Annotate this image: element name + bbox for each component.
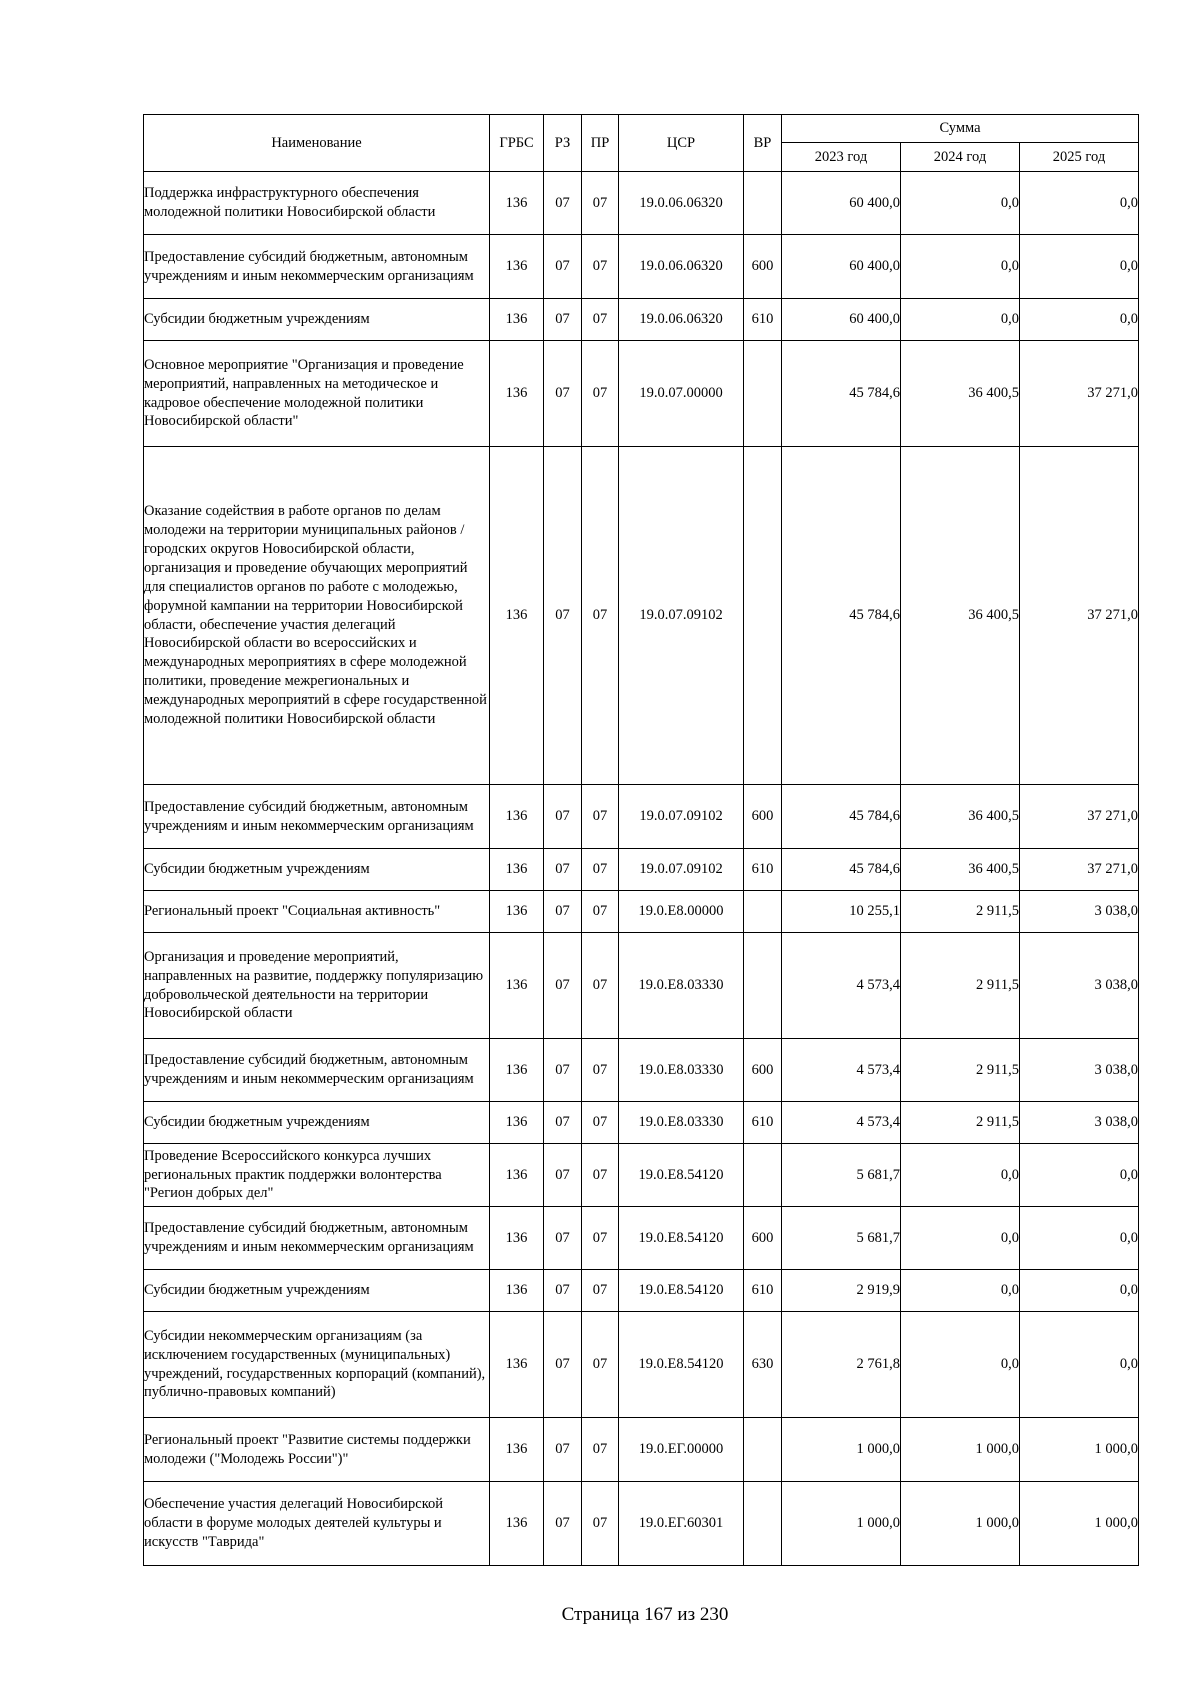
cell-vr xyxy=(744,891,782,933)
cell-rz: 07 xyxy=(544,933,582,1039)
table-row xyxy=(144,1144,1139,1207)
cell-grbs: 136 xyxy=(490,235,544,299)
cell-pr: 07 xyxy=(582,891,619,933)
table-row xyxy=(144,1102,1139,1144)
cell-vr: 610 xyxy=(744,299,782,341)
cell-csr: 19.0.E8.03330 xyxy=(619,933,744,1039)
table-header xyxy=(144,115,1139,172)
cell-rz: 07 xyxy=(544,1039,582,1102)
cell-vr: 610 xyxy=(744,1102,782,1144)
cell-grbs: 136 xyxy=(490,1144,544,1207)
cell-2024: 2 911,5 xyxy=(901,1102,1020,1144)
cell-grbs: 136 xyxy=(490,172,544,235)
table-row xyxy=(144,1418,1139,1482)
cell-grbs: 136 xyxy=(490,849,544,891)
cell-2023: 2 919,9 xyxy=(782,1270,901,1312)
cell-2023: 4 573,4 xyxy=(782,1039,901,1102)
cell-2023: 45 784,6 xyxy=(782,447,901,785)
cell-pr: 07 xyxy=(582,933,619,1039)
cell-vr: 600 xyxy=(744,1207,782,1270)
cell-2023: 60 400,0 xyxy=(782,235,901,299)
cell-2024: 0,0 xyxy=(901,1207,1020,1270)
cell-2023: 60 400,0 xyxy=(782,172,901,235)
cell-grbs: 136 xyxy=(490,1418,544,1482)
cell-2023: 45 784,6 xyxy=(782,785,901,849)
cell-grbs: 136 xyxy=(490,341,544,447)
cell-name: Поддержка инфраструктурного обеспечения молодежной политики Новосибирской области xyxy=(144,172,490,235)
cell-pr: 07 xyxy=(582,447,619,785)
cell-name: Субсидии бюджетным учреждениям xyxy=(144,849,490,891)
cell-2025: 0,0 xyxy=(1020,1270,1139,1312)
cell-2023: 60 400,0 xyxy=(782,299,901,341)
cell-2025: 37 271,0 xyxy=(1020,341,1139,447)
table-row xyxy=(144,172,1139,235)
cell-2025: 0,0 xyxy=(1020,1144,1139,1207)
cell-rz: 07 xyxy=(544,172,582,235)
cell-name: Региональный проект "Социальная активность" xyxy=(144,891,490,933)
cell-name: Предоставление субсидий бюджетным, автономным учреждениям и иным некоммерческим организациям xyxy=(144,1207,490,1270)
cell-rz: 07 xyxy=(544,341,582,447)
cell-2024: 36 400,5 xyxy=(901,849,1020,891)
cell-2024: 36 400,5 xyxy=(901,785,1020,849)
cell-2024: 36 400,5 xyxy=(901,341,1020,447)
cell-pr: 07 xyxy=(582,1144,619,1207)
header-name: Наименование xyxy=(144,115,490,172)
cell-vr: 630 xyxy=(744,1312,782,1418)
table-row xyxy=(144,891,1139,933)
budget-table xyxy=(143,114,1139,1566)
cell-csr: 19.0.ЕГ.00000 xyxy=(619,1418,744,1482)
table-row xyxy=(144,341,1139,447)
cell-2025: 37 271,0 xyxy=(1020,447,1139,785)
table-body xyxy=(144,172,1139,1566)
cell-2023: 5 681,7 xyxy=(782,1207,901,1270)
cell-grbs: 136 xyxy=(490,891,544,933)
cell-grbs: 136 xyxy=(490,933,544,1039)
cell-csr: 19.0.06.06320 xyxy=(619,172,744,235)
cell-vr xyxy=(744,1144,782,1207)
cell-rz: 07 xyxy=(544,1207,582,1270)
cell-rz: 07 xyxy=(544,1482,582,1566)
cell-2023: 2 761,8 xyxy=(782,1312,901,1418)
cell-name: Обеспечение участия делегаций Новосибирской области в форуме молодых деятелей культуры и искусств "Таврида" xyxy=(144,1482,490,1566)
table-row xyxy=(144,235,1139,299)
cell-rz: 07 xyxy=(544,1144,582,1207)
cell-csr: 19.0.E8.03330 xyxy=(619,1039,744,1102)
cell-2025: 37 271,0 xyxy=(1020,849,1139,891)
cell-2025: 37 271,0 xyxy=(1020,785,1139,849)
cell-csr: 19.0.06.06320 xyxy=(619,299,744,341)
cell-vr xyxy=(744,1482,782,1566)
cell-vr xyxy=(744,933,782,1039)
cell-grbs: 136 xyxy=(490,1312,544,1418)
cell-csr: 19.0.07.00000 xyxy=(619,341,744,447)
cell-name: Основное мероприятие "Организация и проведение мероприятий, направленных на методическое и кадровое обеспечение молодежной политики Новосибирской области" xyxy=(144,341,490,447)
header-2024: 2024 год xyxy=(901,143,1020,172)
table-row xyxy=(144,299,1139,341)
cell-csr: 19.0.E8.54120 xyxy=(619,1270,744,1312)
cell-2023: 10 255,1 xyxy=(782,891,901,933)
cell-vr: 610 xyxy=(744,1270,782,1312)
cell-vr xyxy=(744,447,782,785)
page-number: Страница 167 из 230 xyxy=(561,1604,729,1625)
cell-grbs: 136 xyxy=(490,1039,544,1102)
cell-vr xyxy=(744,172,782,235)
table-row xyxy=(144,1482,1139,1566)
cell-csr: 19.0.E8.54120 xyxy=(619,1312,744,1418)
table-row xyxy=(144,1270,1139,1312)
cell-rz: 07 xyxy=(544,299,582,341)
cell-vr: 600 xyxy=(744,1039,782,1102)
cell-2024: 0,0 xyxy=(901,235,1020,299)
cell-name: Субсидии бюджетным учреждениям xyxy=(144,1102,490,1144)
cell-vr xyxy=(744,341,782,447)
cell-pr: 07 xyxy=(582,299,619,341)
cell-csr: 19.0.ЕГ.60301 xyxy=(619,1482,744,1566)
cell-csr: 19.0.E8.00000 xyxy=(619,891,744,933)
cell-pr: 07 xyxy=(582,172,619,235)
cell-2023: 1 000,0 xyxy=(782,1418,901,1482)
cell-2025: 3 038,0 xyxy=(1020,1102,1139,1144)
cell-rz: 07 xyxy=(544,891,582,933)
cell-name: Организация и проведение мероприятий, направленных на развитие, поддержку популяризацию добровольческой деятельности на территории Новосибирской области xyxy=(144,933,490,1039)
cell-grbs: 136 xyxy=(490,785,544,849)
cell-name: Оказание содействия в работе органов по делам молодежи на территории муниципальных районов /городских округов Новосибирской области, организация и проведение обучающих мероприятий для специалистов органов по работе с молодежью, форумной кампании на территории Новосибирской области, обеспечение участия делегаций Новосибирской области во всероссийских и международных мероприятиях в сфере молодежной политики, проведение межрегиональных и международных мероприятий в сфере государственной молодежной политики Новосибирской области xyxy=(144,447,490,785)
cell-grbs: 136 xyxy=(490,1102,544,1144)
table-row xyxy=(144,1207,1139,1270)
cell-pr: 07 xyxy=(582,1418,619,1482)
cell-pr: 07 xyxy=(582,1207,619,1270)
table-row xyxy=(144,849,1139,891)
cell-csr: 19.0.E8.54120 xyxy=(619,1207,744,1270)
cell-grbs: 136 xyxy=(490,1270,544,1312)
cell-name: Субсидии бюджетным учреждениям xyxy=(144,1270,490,1312)
table-row xyxy=(144,447,1139,785)
cell-grbs: 136 xyxy=(490,299,544,341)
cell-csr: 19.0.07.09102 xyxy=(619,849,744,891)
cell-rz: 07 xyxy=(544,1312,582,1418)
cell-name: Проведение Всероссийского конкурса лучших региональных практик поддержки волонтерства "Регион добрых дел" xyxy=(144,1144,490,1207)
header-pr: ПР xyxy=(582,115,619,172)
cell-2025: 0,0 xyxy=(1020,1312,1139,1418)
cell-2024: 0,0 xyxy=(901,299,1020,341)
cell-csr: 19.0.E8.03330 xyxy=(619,1102,744,1144)
cell-pr: 07 xyxy=(582,1039,619,1102)
cell-vr: 600 xyxy=(744,235,782,299)
cell-2024: 1 000,0 xyxy=(901,1482,1020,1566)
cell-2025: 0,0 xyxy=(1020,172,1139,235)
cell-2025: 1 000,0 xyxy=(1020,1418,1139,1482)
cell-pr: 07 xyxy=(582,785,619,849)
table-row xyxy=(144,933,1139,1039)
cell-2023: 5 681,7 xyxy=(782,1144,901,1207)
cell-2024: 0,0 xyxy=(901,172,1020,235)
cell-2024: 36 400,5 xyxy=(901,447,1020,785)
cell-rz: 07 xyxy=(544,1102,582,1144)
cell-2024: 1 000,0 xyxy=(901,1418,1020,1482)
cell-2025: 0,0 xyxy=(1020,235,1139,299)
cell-csr: 19.0.07.09102 xyxy=(619,447,744,785)
cell-2025: 1 000,0 xyxy=(1020,1482,1139,1566)
cell-pr: 07 xyxy=(582,341,619,447)
cell-pr: 07 xyxy=(582,1102,619,1144)
table-row xyxy=(144,1312,1139,1418)
cell-pr: 07 xyxy=(582,1482,619,1566)
cell-name: Региональный проект "Развитие системы поддержки молодежи ("Молодежь России")" xyxy=(144,1418,490,1482)
cell-pr: 07 xyxy=(582,849,619,891)
cell-rz: 07 xyxy=(544,1418,582,1482)
cell-name: Предоставление субсидий бюджетным, автономным учреждениям и иным некоммерческим организациям xyxy=(144,235,490,299)
table-row xyxy=(144,785,1139,849)
cell-2023: 4 573,4 xyxy=(782,1102,901,1144)
cell-csr: 19.0.07.09102 xyxy=(619,785,744,849)
cell-pr: 07 xyxy=(582,1312,619,1418)
cell-2023: 45 784,6 xyxy=(782,341,901,447)
cell-2024: 2 911,5 xyxy=(901,933,1020,1039)
cell-2024: 2 911,5 xyxy=(901,891,1020,933)
cell-name: Предоставление субсидий бюджетным, автономным учреждениям и иным некоммерческим организациям xyxy=(144,1039,490,1102)
cell-vr: 600 xyxy=(744,785,782,849)
cell-2024: 0,0 xyxy=(901,1312,1020,1418)
header-2025: 2025 год xyxy=(1020,143,1139,172)
cell-2024: 0,0 xyxy=(901,1144,1020,1207)
cell-2023: 45 784,6 xyxy=(782,849,901,891)
cell-2024: 0,0 xyxy=(901,1270,1020,1312)
cell-rz: 07 xyxy=(544,785,582,849)
cell-csr: 19.0.E8.54120 xyxy=(619,1144,744,1207)
header-2023: 2023 год xyxy=(782,143,901,172)
header-rz: РЗ xyxy=(544,115,582,172)
header-grbs: ГРБС xyxy=(490,115,544,172)
cell-2025: 0,0 xyxy=(1020,1207,1139,1270)
cell-2024: 2 911,5 xyxy=(901,1039,1020,1102)
cell-grbs: 136 xyxy=(490,1482,544,1566)
cell-name: Субсидии бюджетным учреждениям xyxy=(144,299,490,341)
header-sum: Сумма xyxy=(782,115,1139,143)
cell-2025: 0,0 xyxy=(1020,299,1139,341)
cell-2023: 4 573,4 xyxy=(782,933,901,1039)
cell-2025: 3 038,0 xyxy=(1020,1039,1139,1102)
cell-name: Предоставление субсидий бюджетным, автономным учреждениям и иным некоммерческим организациям xyxy=(144,785,490,849)
cell-pr: 07 xyxy=(582,1270,619,1312)
header-csr: ЦСР xyxy=(619,115,744,172)
cell-rz: 07 xyxy=(544,849,582,891)
cell-2023: 1 000,0 xyxy=(782,1482,901,1566)
cell-rz: 07 xyxy=(544,1270,582,1312)
cell-rz: 07 xyxy=(544,235,582,299)
cell-vr xyxy=(744,1418,782,1482)
cell-2025: 3 038,0 xyxy=(1020,891,1139,933)
cell-vr: 610 xyxy=(744,849,782,891)
cell-grbs: 136 xyxy=(490,1207,544,1270)
cell-grbs: 136 xyxy=(490,447,544,785)
cell-2025: 3 038,0 xyxy=(1020,933,1139,1039)
cell-rz: 07 xyxy=(544,447,582,785)
header-vr: ВР xyxy=(744,115,782,172)
cell-name: Субсидии некоммерческим организациям (за исключением государственных (муниципальных) учреждений, государственных корпораций (компаний), публично-правовых компаний) xyxy=(144,1312,490,1418)
table-row xyxy=(144,1039,1139,1102)
cell-pr: 07 xyxy=(582,235,619,299)
cell-csr: 19.0.06.06320 xyxy=(619,235,744,299)
